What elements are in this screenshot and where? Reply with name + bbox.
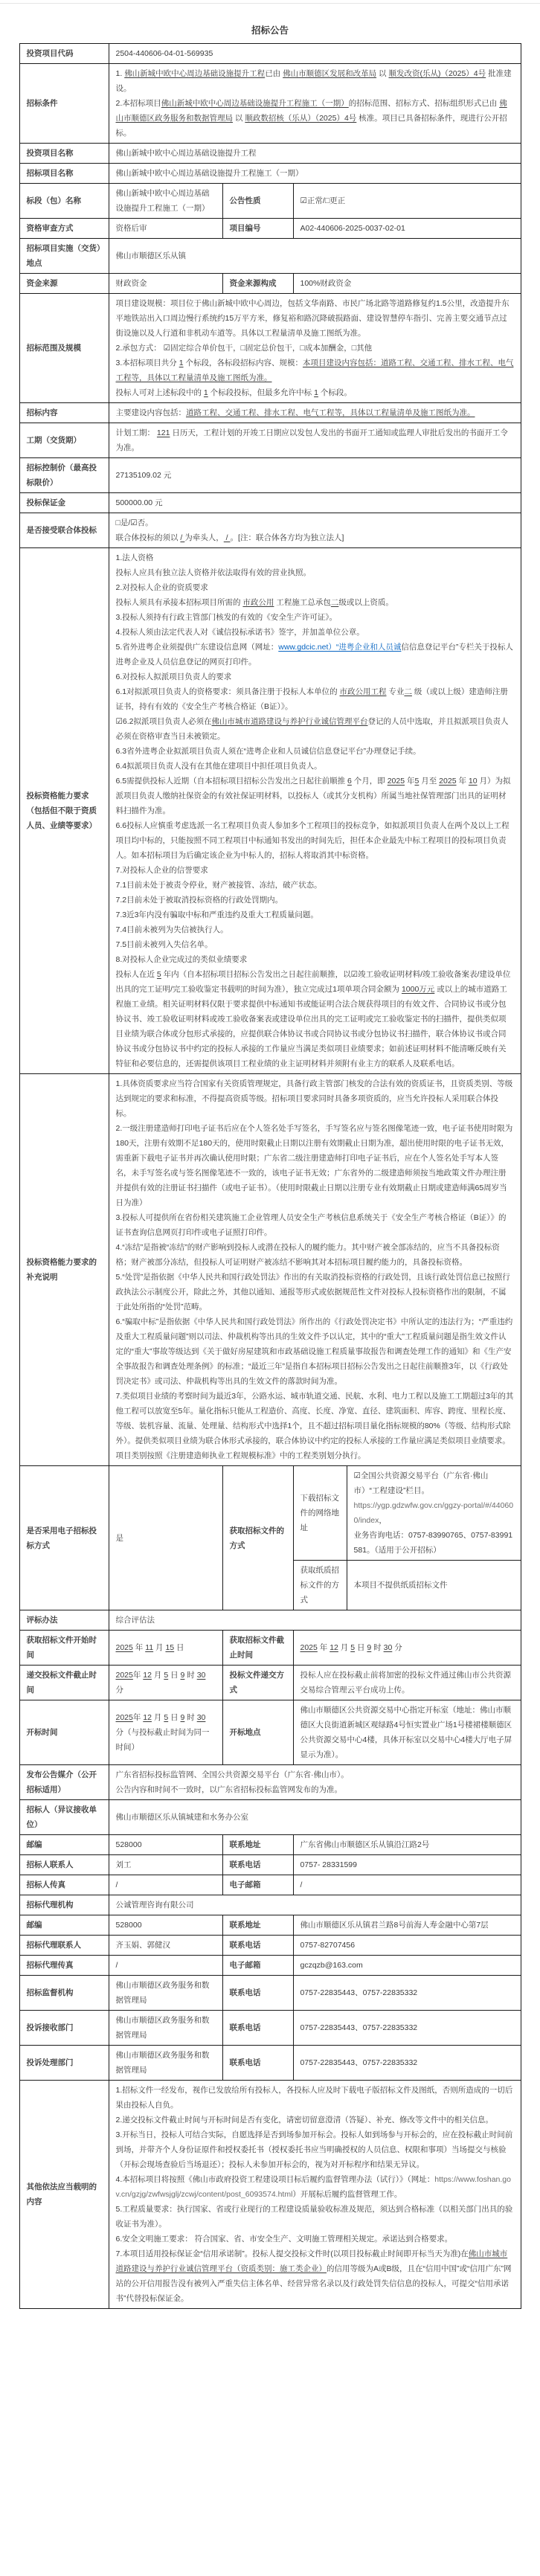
media-label: 发布公告媒介（公开招标适用） bbox=[19, 1765, 109, 1800]
row-bid-bond bbox=[19, 493, 521, 513]
complaint-handling-phone-value: 0757-22835443、0757-22835332 bbox=[293, 2046, 521, 2081]
tender-conditions-label: 招标条件 bbox=[19, 64, 109, 144]
supervisor-label: 招标监督机构 bbox=[19, 1976, 109, 2011]
opening-time-value: 2025年 12 月 5 日 9 时 30 分（与投标截止时间为同一时间） bbox=[109, 1700, 222, 1765]
supervisor-phone-label: 联系电话 bbox=[222, 1976, 293, 2011]
row-capability-notes bbox=[19, 1074, 521, 1466]
row-duration bbox=[19, 423, 521, 458]
funds-composition-value: 100%财政资金 bbox=[293, 274, 521, 294]
agency-phone-label: 联系电话 bbox=[222, 1936, 293, 1956]
section-name-value: 佛山新城中欧中心周边基础设施提升工程施工（一期） bbox=[109, 184, 222, 219]
other-content-label: 其他依法应当载明的内容 bbox=[19, 2081, 109, 2309]
tenderer-address-label: 联系地址 bbox=[222, 1835, 293, 1855]
row-supervisor bbox=[19, 1976, 521, 2011]
tender-conditions-value: 1. 佛山新城中欧中心周边基础设施提升工程已由 佛山市顺德区发展和改革局 以 顺发改资(乐从)（2025）4号 批准建设。 2.本招标项目佛山新城中欧中心周边基础设施提升工程施工（一期）的招标范围、招标方式、招标组织形式已由 佛山市顺德区政务服务和数据管理局 以 顺政数招核（乐从）（2025）4号 核准。项目已具备招标条件，现进行公开招标。 bbox=[109, 64, 521, 144]
doc-start-time-value: 2025 年 11 月 15 日 bbox=[109, 1631, 222, 1666]
submit-deadline-value: 2025年 12 月 5 日 9 时 30 分 bbox=[109, 1666, 222, 1700]
section-name-label: 标段（包）名称 bbox=[19, 184, 109, 219]
row-scope bbox=[19, 294, 521, 403]
project-number-value: A02-440606-2025-0037-02-01 bbox=[293, 219, 521, 239]
complaint-handling-value: 佛山市顺德区政务服务和数据管理局 bbox=[109, 2046, 222, 2081]
obtain-documents-label: 获取招标文件的方式 bbox=[222, 1466, 293, 1610]
investment-project-name-value: 佛山新城中欧中心周边基础设施提升工程 bbox=[109, 144, 521, 164]
complaint-receiving-value: 佛山市顺德区政务服务和数据管理局 bbox=[109, 2011, 222, 2046]
capability-label: 投标资格能力要求（包括但不限于资质人员、业绩等要求） bbox=[19, 548, 109, 1074]
row-agency-fax bbox=[19, 1956, 521, 1976]
opening-place-value: 佛山市顺德区公共资源交易中心指定开标室（地址：佛山市顺德区大良街道新城区观绿路4号恒实置业广场1号楼裙楼顺德区公共资源交易中心4楼，具体开标室以交易中心4楼大厅电子屏显示为准）。 bbox=[293, 1700, 521, 1765]
opening-time-label: 开标时间 bbox=[19, 1700, 109, 1765]
complaint-handling-phone-label: 联系电话 bbox=[222, 2046, 293, 2081]
tenderer-postcode-value: 528000 bbox=[109, 1835, 222, 1855]
agency-contact-value: 齐玉娟、郭健汉 bbox=[109, 1936, 222, 1956]
content-label: 招标内容 bbox=[19, 403, 109, 423]
tenderer-phone-value: 0757- 28331599 bbox=[293, 1855, 521, 1875]
investment-code-value: 2504-440606-04-01-569935 bbox=[109, 44, 521, 64]
location-label: 招标项目实施（交货）地点 bbox=[19, 239, 109, 274]
agency-postcode-value: 528000 bbox=[109, 1915, 222, 1936]
row-ceiling-price bbox=[19, 458, 521, 493]
media-value: 广东省招标投标监管网、全国公共资源交易平台（广东省·佛山市）。 公告内容和时间不一致时，以广东省招标投标监管网发布的为准。 bbox=[109, 1765, 521, 1800]
tenderer-fax-label: 招标人传真 bbox=[19, 1875, 109, 1895]
tenderer-email-value: / bbox=[293, 1875, 521, 1895]
location-value: 佛山市顺德区乐从镇 bbox=[109, 239, 521, 274]
link[interactable]: https://ygp.gdzwfw.gov.cn/ggzy-portal/#/440600/index bbox=[353, 1501, 514, 1525]
capability-notes-value: 1.具体资质要求应当符合国家有关资质管理规定，具备行政主管部门核发的合法有效的资质证书，且资质类别、等级达到规定的要求和标准，不得提高资质等级。招标项目要求同时具备多项资质的，应当允许投标人采用联合体投标。 2.一级注册建造师打印电子证书后应在个人签名处手写签名，手写签名应与签名图像笔迹一致，电子证书使用时限为180天，注册有效期不足180天的，使用时限截止日期以注册有效期截止日期为准，超出使用时限的电子证书无效，需重新下载电子证书并再次确认使用时限；广东省二级注册建造师打印电子证书后，应在个人签名处手写本人签名，未手写签名或与签名图像笔迹不一致的，该电子证书无效；广东省外的二级建造师须按当地政策文件办理注册并提供有效的注册证书扫描件（或电子证书）。（使用时限截止日期以注册专业有效期截止日期或建造师满65周岁当日为准） 3.投标人可提供所在省份相关建筑施工企业管理人员安全生产考核信息系统关于《安全生产考核合格证（B证）》的证书查询信息网页打印件或电子证照打印件。 4.“冻结”是指被“冻结”的财产影响到投标人或潜在投标人的履约能力。其中财产被全部冻结的，应当不具备投标资格；财产被部分冻结，但投标人可证明财产被冻结不影响其对本招标项目履约能力的，具备投标资格。 5.“处罚”是指依据《中华人民共和国行政处罚法》作出的有关取消投标资格的行政处罚，且该行政处罚信息已按照行政执法公示制度公开，除此之外，其他以通知、通报等形式或依据规范性文件对投标人投标资格作出的限制，不属于此处所指的“处罚”范畴。 6.“骗取中标”是指依据《中华人民共和国行政处罚法》所作出的《行政处罚决定书》中所认定的违法行为；“严重违约及重大工程质量问题”则以司法、仲裁机构等出具的生效文件予以认定，其中的“重大”工程质量问题是指生效文件认定的“重大”事故等级达到《关于做好房屋建筑和市政基础设施工程质量事故报告和调查处理工作的通知》和《生产安全事故报告和调查处理条例》的标准；“最近三年”是指自本招标项目招标公告发出之日起往前顺推3年，以《行政处罚决定书》或司法、仲裁机构等出具的生效文件的落款时间为准。 7.类似项目业绩的考察时间为最近3年，公路水运、城市轨道交通、民航、水利、电力工程以及施工工期超过3年的其他工程可以放宽至5年。量化指标只能从工程造价、高度、长度、净宽、直径、建筑面积、库容、跨度、里程长度、等级、装机容量、流量、处理量、结构形式中选择1个，且不超过招标项目量化指标规模的80%（等级、结构形式除外）。提供类似项目业绩为联合体形式承接的，联合体协议中约定的投标人承接的工作量应满足类似项目业绩要求。项目类别按照《注册建造师执业工程规模标准》中的工程类别划分执行。 bbox=[109, 1074, 521, 1466]
opening-place-label: 开标地点 bbox=[222, 1700, 293, 1765]
row-consortium bbox=[19, 513, 521, 548]
page-title: 招标公告 bbox=[251, 25, 289, 36]
tenderer-fax-value: / bbox=[109, 1875, 222, 1895]
row-evaluation-method bbox=[19, 1610, 521, 1631]
row-agency-contact bbox=[19, 1936, 521, 1956]
qualification-mode-value: 资格后审 bbox=[109, 219, 222, 239]
row-agency-postcode bbox=[19, 1915, 521, 1936]
tenderer-address-value: 广东省佛山市顺德区乐从镇沿江路2号 bbox=[293, 1835, 521, 1855]
duration-value: 计划工期： 121 日历天，工程计划的开竣工日期应以发包人发出的书面开工通知或监理人审批后发出的书面开工令为准。 bbox=[109, 423, 521, 458]
row-content bbox=[19, 403, 521, 423]
row-location bbox=[19, 239, 521, 274]
bid-bond-value: 500000.00 元 bbox=[109, 493, 521, 513]
agency-email-value: gczqzb@163.com bbox=[293, 1956, 521, 1976]
row-tender-conditions bbox=[19, 64, 521, 144]
agency-fax-value: / bbox=[109, 1956, 222, 1976]
bid-bond-label: 投标保证金 bbox=[19, 493, 109, 513]
top-divider bbox=[0, 3, 540, 4]
doc-start-time-label: 获取招标文件开始时间 bbox=[19, 1631, 109, 1666]
electronic-bidding-value: 是 bbox=[109, 1466, 222, 1610]
complaint-receiving-label: 投诉接收部门 bbox=[19, 2011, 109, 2046]
agency-value: 公诚管理咨询有限公司 bbox=[109, 1895, 521, 1915]
row-qualification-mode bbox=[19, 219, 521, 239]
row-document-time bbox=[19, 1631, 521, 1666]
row-electronic-bidding bbox=[19, 1466, 521, 1561]
ceiling-price-value: 27135109.02 元 bbox=[109, 458, 521, 493]
row-section-name bbox=[19, 184, 521, 219]
row-other-content bbox=[19, 2081, 521, 2309]
link[interactable]: www.gdcic.net）“进粤企业和人员诚 bbox=[278, 643, 402, 652]
complaint-handling-label: 投诉处理部门 bbox=[19, 2046, 109, 2081]
row-investment-code bbox=[19, 44, 521, 64]
agency-email-label: 电子邮箱 bbox=[222, 1956, 293, 1976]
row-bid-opening bbox=[19, 1700, 521, 1765]
tenderer-label: 招标人（异议接收单位） bbox=[19, 1800, 109, 1835]
scope-value: 项目建设规模：项目位于佛山新城中欧中心周边，包括文华南路、市民广场北路等道路修复约1.5公里，改造提升东平地铁站出入口周边慢行系统约15万平方米，修复裕和路沉降破损路面、建设智慧停车指引、完善主要交通节点过街设施以及人行道和非机动车道等。具体以工程量清单及施工图纸为准。 2.承包方式： ☑固定综合单价包干，□固定总价包干，□成本加酬金，□其他 3.本招标项目共分 1 个标段，各标段招标内容、规模：本项目建设内容包括：道路工程、交通工程、排水工程、电气工程等，具体以工程量清单及施工图纸为准。 投标人可对上述标段中的 1 个标段投标，但最多允许中标 1 个标段。 bbox=[109, 294, 521, 403]
row-complaint-handling bbox=[19, 2046, 521, 2081]
funds-composition-label: 资金来源构成 bbox=[222, 274, 293, 294]
complaint-receiving-phone-value: 0757-22835443、0757-22835332 bbox=[293, 2011, 521, 2046]
supervisor-phone-value: 0757-22835443、0757-22835332 bbox=[293, 1976, 521, 2011]
row-agency bbox=[19, 1895, 521, 1915]
agency-address-value: 佛山市顺德区乐从镇君兰路8号前海人寿金融中心第7层 bbox=[293, 1915, 521, 1936]
tenderer-contact-label: 招标人联系人 bbox=[19, 1855, 109, 1875]
row-tender-project-name bbox=[19, 164, 521, 184]
tender-announcement-page bbox=[0, 3, 540, 2309]
qualification-mode-label: 资格审查方式 bbox=[19, 219, 109, 239]
tenderer-contact-value: 刘工 bbox=[109, 1855, 222, 1875]
duration-label: 工期（交货期） bbox=[19, 423, 109, 458]
notice-nature-value: ☑正常/□更正 bbox=[293, 184, 521, 219]
tenderer-postcode-label: 邮编 bbox=[19, 1835, 109, 1855]
consortium-label: 是否接受联合体投标 bbox=[19, 513, 109, 548]
download-address-value: ☑全国公共资源交易平台（广东省·佛山市）“工程建设”栏目。 https://ygp.gdzwfw.gov.cn/ggzy-portal/#/440600/index， 业务咨询电话：0757-83990765、0757-83991581。（适用于公开招标） bbox=[347, 1466, 521, 1561]
tender-project-name-value: 佛山新城中欧中心周边基础设施提升工程施工（一期） bbox=[109, 164, 521, 184]
agency-label: 招标代理机构 bbox=[19, 1895, 109, 1915]
scope-label: 招标范围及规模 bbox=[19, 294, 109, 403]
submit-method-label: 投标文件递交方式 bbox=[222, 1666, 293, 1700]
agency-phone-value: 0757-82707456 bbox=[293, 1936, 521, 1956]
agency-contact-label: 招标代理联系人 bbox=[19, 1936, 109, 1956]
tenderer-email-label: 电子邮箱 bbox=[222, 1875, 293, 1895]
other-content-value: 1.招标文件一经发布，视作已发放给所有投标人，各投标人应及时下载电子版招标文件及图纸，否则所造成的一切后果由投标人自负。 2.递交投标文件截止时间与开标时间是否有变化，请密切留意澄清（答疑）、补充、修改等文件中的相关信息。 3.开标当日，投标人可结合实际，自愿选择是否到场参加开标会。投标人如到场参与开标会的，应在投标截止时间前到场，并带齐个人身份证原件和授权委托书（授权委托书应当明确授权的人员信息、权限和事项）当场提交与核验（开标会现场查验后当场退还）；投标人未参加开标会的，视为对开标程序和结果无异议。 4.本招标项目将按照《佛山市政府投资工程建设项目标后履约监督管理办法（试行）》（网址：https://www.foshan.gov.cn/gzjg/zwfwsjglj/zcwj/content/post_6093574.html）开展标后履约监督管理工作。 5.工程质量要求：执行国家、省或行业现行的工程建设质量验收标准及规范，须达到合格标准（以相关部门出具的验收证书为准）。 6.安全文明施工要求： 符合国家、省、市安全生产、文明施工管理相关规定。承诺达到合格要求。 7.本项目适用投标保证金“信用承诺制”。投标人提交投标文件时(以项目投标截止时间即开标当天为准)在佛山市城市道路建设与养护行业诚信管理平台（资质类别：施工类企业）的信用等级为A或B级，且在“信用中国”或“信用广东”网站的公开信用报告没有被列入严重失信主体名单、经营异常名录以及行政处罚失信信息的投标人，可提交“信用承诺书”代替投标保证金。 bbox=[109, 2081, 521, 2309]
row-capability bbox=[19, 548, 521, 1074]
project-number-label: 项目编号 bbox=[222, 219, 293, 239]
funds-value: 财政资金 bbox=[109, 274, 222, 294]
row-complaint-receiving bbox=[19, 2011, 521, 2046]
row-investment-project-name bbox=[19, 144, 521, 164]
electronic-bidding-label: 是否采用电子招标投标方式 bbox=[19, 1466, 109, 1610]
content-value: 主要建设内容包括：道路工程、交通工程、排水工程、电气工程等，具体以工程量清单及施工图纸为准。 bbox=[109, 403, 521, 423]
funds-label: 资金来源 bbox=[19, 274, 109, 294]
agency-address-label: 联系地址 bbox=[222, 1915, 293, 1936]
complaint-receiving-phone-label: 联系电话 bbox=[222, 2011, 293, 2046]
row-submit-deadline bbox=[19, 1666, 521, 1700]
evaluation-method-label: 评标办法 bbox=[19, 1610, 109, 1631]
evaluation-method-value: 综合评估法 bbox=[109, 1610, 521, 1631]
supervisor-value: 佛山市顺德区政务服务和数据管理局 bbox=[109, 1976, 222, 2011]
tenderer-phone-label: 联系电话 bbox=[222, 1855, 293, 1875]
link[interactable]: https://www.foshan.gov.cn/gzjg/zwfwsjglj/zcwj/content/post_6093574.html bbox=[115, 2175, 511, 2199]
investment-project-name-label: 投资项目名称 bbox=[19, 144, 109, 164]
doc-deadline-value: 2025 年 12 月 5 日 9 时 30 分 bbox=[293, 1631, 521, 1666]
submit-method-value: 投标人应在投标截止前将加密的投标文件通过佛山市公共资源交易综合管理云平台成功上传。 bbox=[293, 1666, 521, 1700]
capability-value: 1.法人资格 投标人应具有独立法人资格并依法取得有效的营业执照。 2.对投标人企业的资质要求 投标人须具有承接本招标项目所需的 市政公用 工程施工总承包二级或以上资质。 3.投标人须持有行政主管部门核发的有效的《安全生产许可证》。 4.投标人须由法定代表人对《诚信投标承诺书》签字，并加盖单位公章。 5.省外进粤企业须提供广东建设信息网（网址：www.gdcic.net）“进粤企业和人员诚信信息登记平台”专栏关于投标人进粤企业及人员信息登记的网页打印件。 6.对投标人拟派项目负责人的要求 6.1对拟派项目负责人的资格要求：须具备注册于投标人本单位的 市政公用工程 专业二 级（或以上级）建造师注册证书，持有有效的《安全生产考核合格证（B证）》。 ☑6.2拟派项目负责人必须在佛山市城市道路建设与养护行业诚信管理平台登记的人员中选取，并且拟派项目负责人必须在资格审查当日未被锁定。 6.3省外进粤企业拟派项目负责人须在“进粤企业和人员诚信信息登记平台”办理登记手续。 6.4拟派项目负责人没有在其他在建项目中担任项目负责人。 6.5需提供投标人近期（自本招标项目招标公告发出之日起往前顺推 6 个月，即 2025 年5 月至 2025 年 10 月）为拟派项目负责人缴纳社保资金的有效社保证明材料，以投标人（或其分支机构）所属当地社保管理部门出具的证明材料扫描件为准。 6.6投标人应慎重考虑选派一名工程项目负责人参加多个工程项目的投标竞争，如拟派项目负责人在两个及以上工程项目均中标的，只能按照不同工程项目中标通知书发出的时间先后，担任本企业最先中标工程项目的投标项目负责人。如本招标项目为后确定该企业为中标人的，招标人将取消其中标资格。 7.对投标人企业的信誉要求 7.1目前未处于被责令停业，财产被接管、冻结，破产状态。 7.2目前未处于被取消投标资格的行政处罚期内。 7.3近3年内没有骗取中标和严重违约及重大工程质量问题。 7.4目前未被列为失信被执行人。 7.5目前未被列入失信名单。 8.对投标人企业完成过的类似业绩要求 投标人在近 5 年内（自本招标项目招标公告发出之日起往前顺推，以☑竣工验收证明材料/竣工验收备案表/建设单位出具的完工证明/完工验收鉴定书载明的时间为准），独立完成过1项单项合同金额为 1000万元 或以上的城市道路工程施工业绩。相关证明材料仅限于要求提供中标通知书或能证明合法合规获得项目的有效文件、合同协议书或分包协议书、竣工验收证明材料或竣工验收备案表或建设单位出具的完工证明或完工验收鉴定书的扫描件，提供类似项目业绩为联合体或分包形式承接的，应提供联合体协议书或合同协议书或分包协议书扫描件，联合体协议书或合同协议书或分包协议书中约定的投标人承接的工作量应当满足类似项目业绩要求；如前述证明材料不能清晰反映有关特征和必要信息的，还需提供该项目工程业绩的业主证明材料并须附有业主方的联系人及联系电话。 bbox=[109, 548, 521, 1074]
capability-notes-label: 投标资格能力要求的补充说明 bbox=[19, 1074, 109, 1466]
paper-documents-label: 获取纸质招标文件的方式 bbox=[293, 1561, 347, 1610]
row-funds bbox=[19, 274, 521, 294]
tender-project-name-label: 招标项目名称 bbox=[19, 164, 109, 184]
row-tenderer bbox=[19, 1800, 521, 1835]
paper-documents-value: 本项目不提供纸质招标文件 bbox=[347, 1561, 521, 1610]
doc-deadline-label: 获取招标文件截止时间 bbox=[222, 1631, 293, 1666]
ceiling-price-label: 招标控制价（最高投标限价） bbox=[19, 458, 109, 493]
notice-nature-label: 公告性质 bbox=[222, 184, 293, 219]
tender-table bbox=[19, 43, 521, 2309]
download-address-label: 下载招标文件的网络地址 bbox=[293, 1466, 347, 1561]
row-media bbox=[19, 1765, 521, 1800]
row-tenderer-postcode bbox=[19, 1835, 521, 1855]
consortium-value: □是/☑否。 联合体投标的须以 / 为牵头人， / 。[注：联合体各方均为独立法人] bbox=[109, 513, 521, 548]
row-tenderer-fax bbox=[19, 1875, 521, 1895]
row-tenderer-contact bbox=[19, 1855, 521, 1875]
agency-fax-label: 招标代理传真 bbox=[19, 1956, 109, 1976]
investment-code-label: 投资项目代码 bbox=[19, 44, 109, 64]
tenderer-value: 佛山市顺德区乐从镇城建和水务办公室 bbox=[109, 1800, 521, 1835]
agency-postcode-label: 邮编 bbox=[19, 1915, 109, 1936]
submit-deadline-label: 递交投标文件截止时间 bbox=[19, 1666, 109, 1700]
